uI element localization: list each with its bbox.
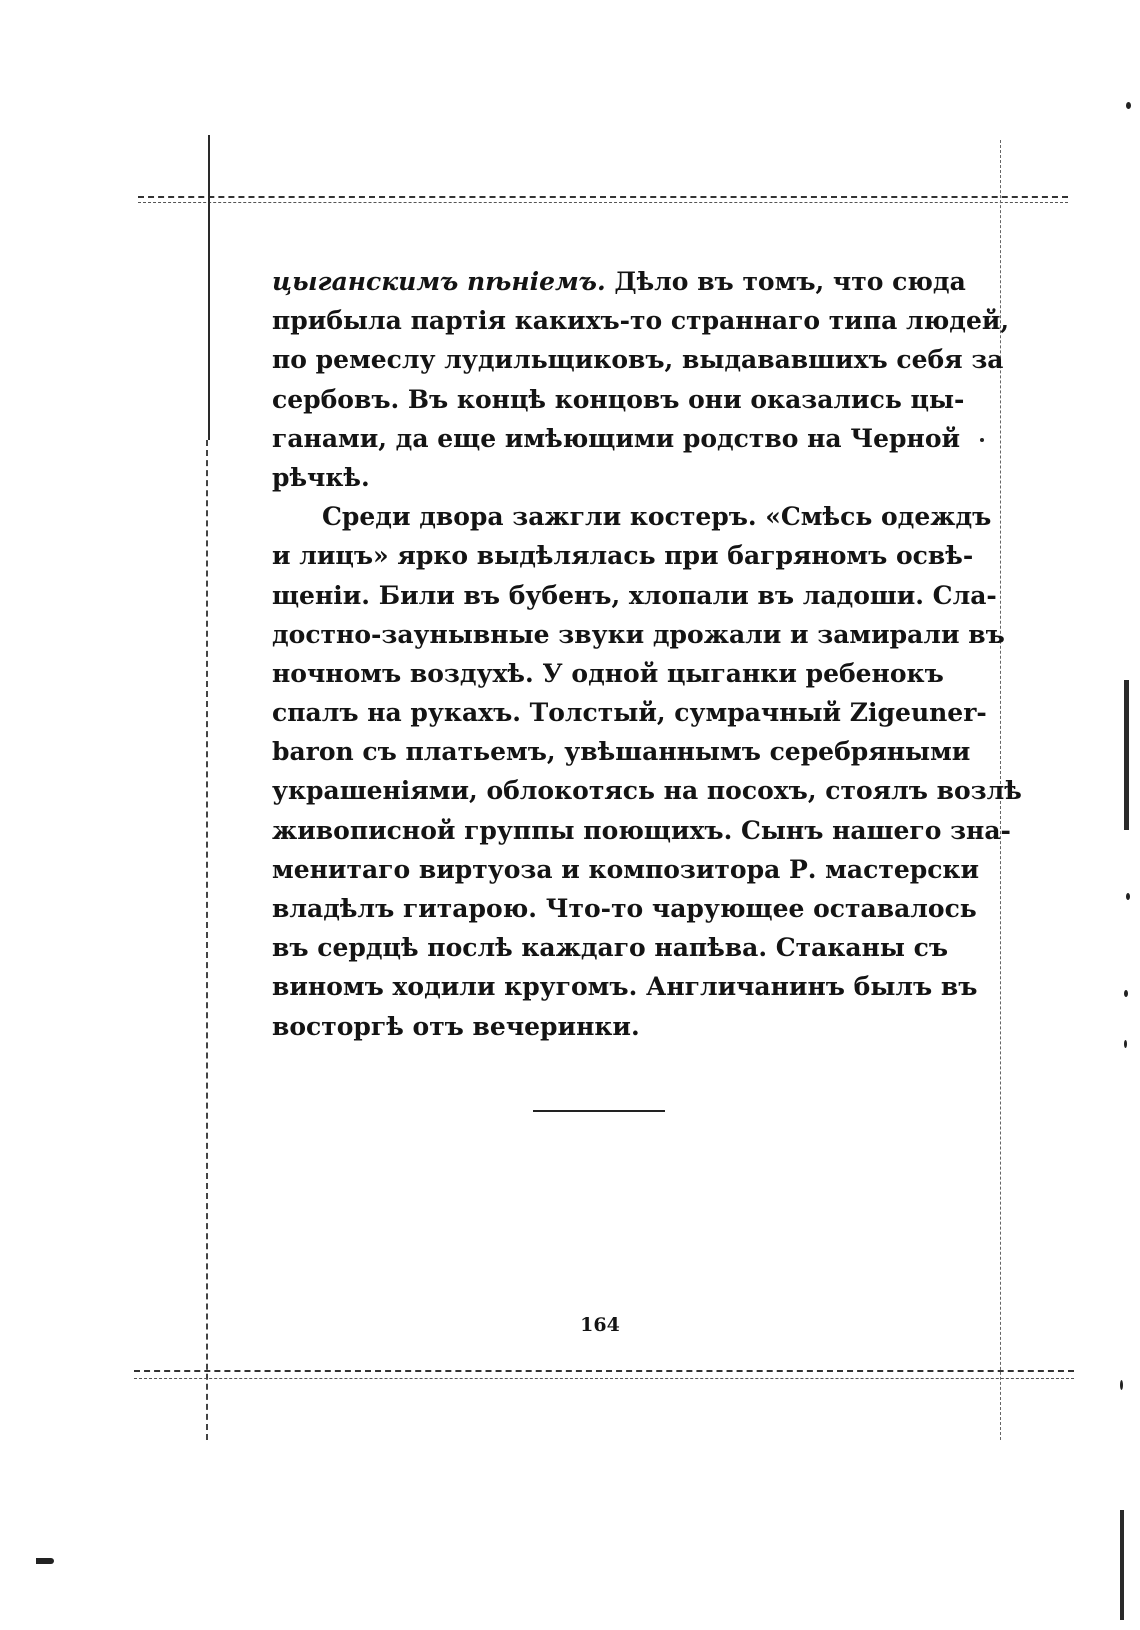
text-line: менитаго виртуоза и композитора Р. мастерски — [272, 854, 980, 884]
crop-mark-bottom-secondary — [134, 1378, 1074, 1379]
crop-mark-left-lower — [206, 440, 208, 1440]
text-line — [272, 262, 966, 301]
text-line: прибыла партiя какихъ-то страннаго типа людей, — [272, 306, 1010, 336]
scan-speck — [1124, 990, 1128, 997]
text-line: украшенiями, облокотясь на посохъ, стоялъ возлѣ — [272, 776, 1022, 806]
section-end-rule — [533, 1110, 665, 1112]
text-line: сербовъ. Въ концѣ концовъ они оказались цы- — [272, 384, 965, 414]
text-line: по ремеслу лудильщиковъ, выдававшихъ себя за — [272, 345, 1004, 375]
scan-speck — [36, 1558, 54, 1564]
text-line: рѣчкѣ. — [272, 462, 370, 492]
crop-mark-bottom — [134, 1370, 1074, 1372]
text-line: въ сердцѣ послѣ каждаго напѣва. Стаканы съ — [272, 933, 949, 963]
scan-edge-right — [1124, 680, 1129, 830]
text-line: виномъ ходили кругомъ. Англичанинъ былъ въ — [272, 972, 978, 1002]
body-text — [272, 262, 1022, 1046]
text-line: Среди двора зажгли костеръ. «Смѣсь одеждъ — [322, 502, 992, 532]
italic-phrase: цыганскимъ пѣнiемъ. — [272, 267, 606, 296]
line-text: Дѣло въ томъ, что сюда — [605, 267, 966, 296]
crop-mark-top — [138, 196, 1068, 198]
text-line: живописной группы поющихъ. Сынъ нашего зна- — [272, 815, 1011, 845]
text-line: ганами, да еще имѣющими родство на Черной — [272, 423, 961, 453]
text-line: щенiи. Били въ бубенъ, хлопали въ ладоши. Сла- — [272, 580, 997, 610]
scan-speck — [1124, 1040, 1127, 1048]
scan-edge-right-lower — [1120, 1510, 1124, 1620]
text-line: baron съ платьемъ, увѣшаннымъ серебряными — [272, 737, 971, 767]
crop-mark-left — [208, 135, 210, 440]
text-line: владѣлъ гитарою. Что-то чарующее оставалось — [272, 894, 977, 923]
text-line: ночномъ воздухѣ. У одной цыганки ребенокъ — [272, 658, 944, 688]
text-line: восторгѣ отъ вечеринки. — [272, 1011, 640, 1041]
scan-speck — [1126, 102, 1131, 109]
scan-speck — [1120, 1380, 1123, 1390]
scan-speck — [1126, 893, 1130, 900]
text-line: достно-заунывные звуки дрожали и замирали въ — [272, 619, 1005, 649]
crop-mark-top-secondary — [138, 202, 1068, 203]
text-line: и лицъ» ярко выдѣлялась при багряномъ освѣ- — [272, 541, 974, 571]
text-line: спалъ на рукахъ. Толстый, сумрачный Zigeuner- — [272, 698, 987, 728]
scan-speck — [980, 438, 984, 442]
page-number: 164 — [580, 1314, 620, 1336]
